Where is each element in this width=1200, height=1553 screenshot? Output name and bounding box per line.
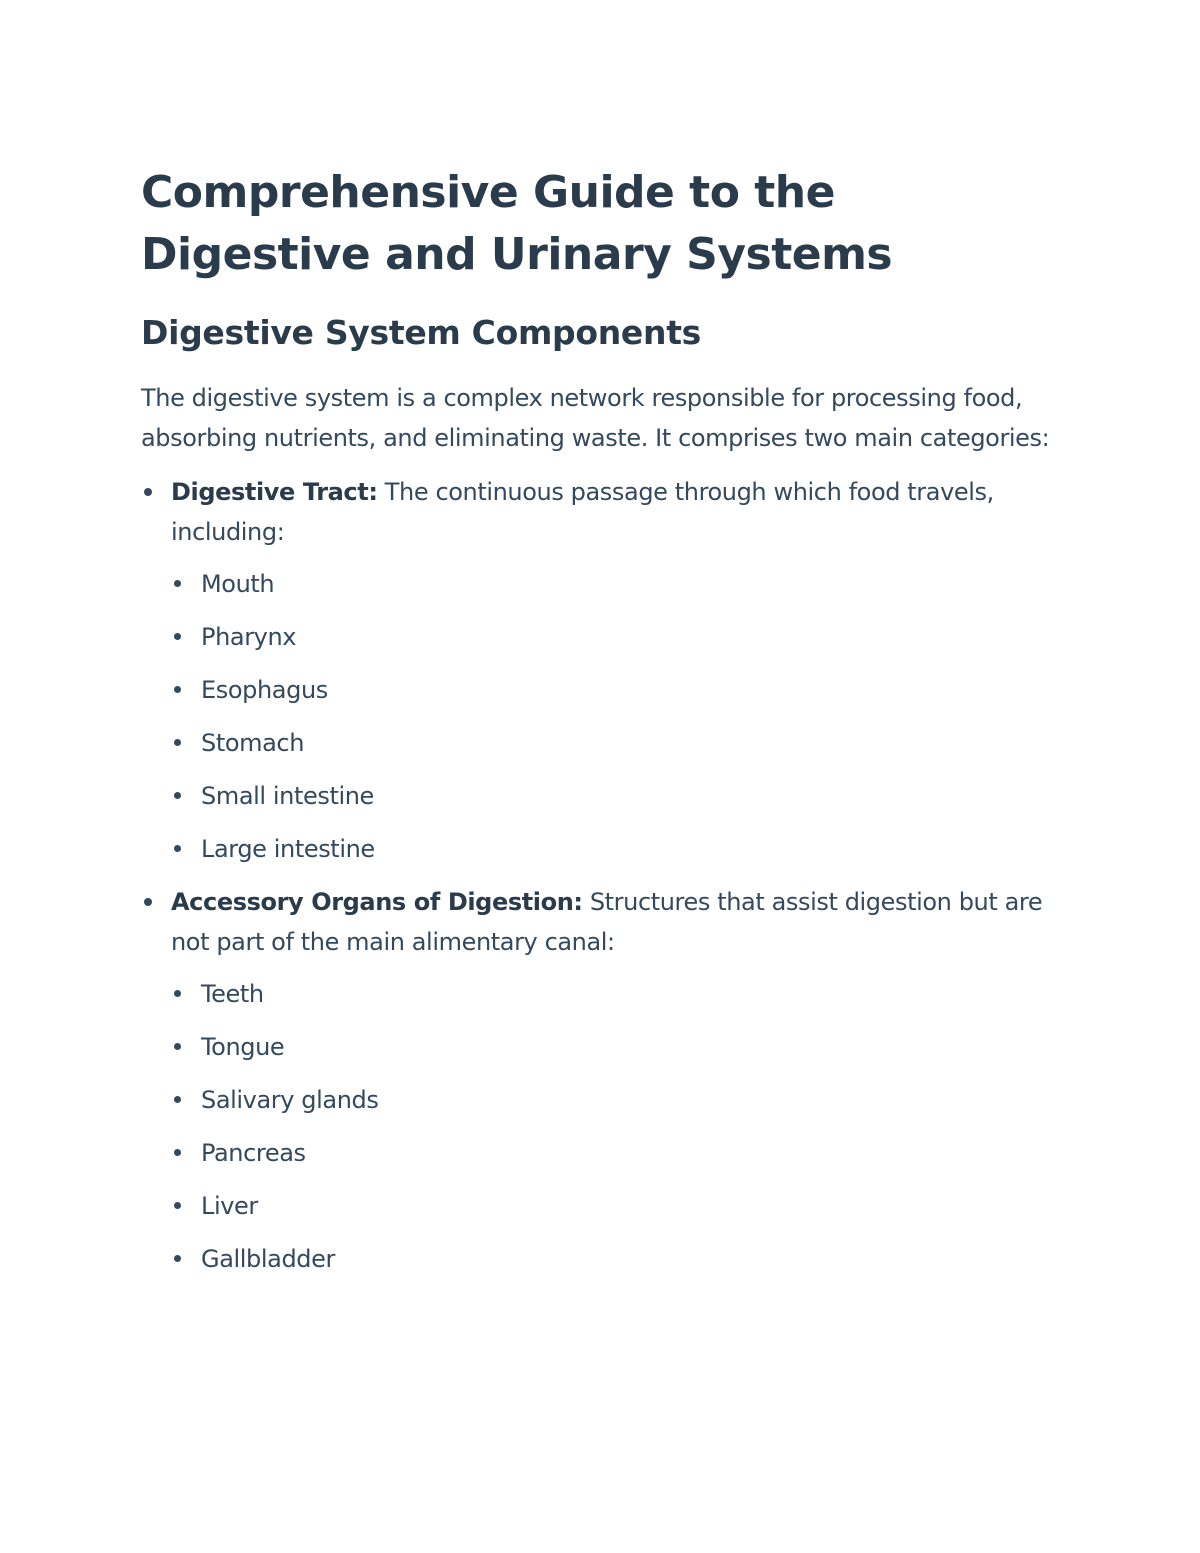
- list-item: Large intestine: [171, 829, 1071, 869]
- list-item: Stomach: [171, 723, 1071, 763]
- list-item: Esophagus: [171, 670, 1071, 710]
- list-item: Gallbladder: [171, 1239, 1071, 1279]
- list-item: Teeth: [171, 974, 1071, 1014]
- intro-paragraph: The digestive system is a complex network responsible for processing food, absorbing nutrients, and eliminating waste. It comprises two main categories:: [141, 384, 1050, 452]
- accessory-organs-list: [171, 974, 1071, 1279]
- list-item: Pharynx: [171, 617, 1071, 657]
- category-term: Accessory Organs of Digestion:: [171, 888, 583, 916]
- list-item: Liver: [171, 1186, 1071, 1226]
- list-item: Small intestine: [171, 776, 1071, 816]
- list-item: Tongue: [171, 1027, 1071, 1067]
- section-heading: Digestive System Components: [141, 313, 702, 352]
- category-item-digestive-tract: [141, 472, 1071, 869]
- list-item: Pancreas: [171, 1133, 1071, 1173]
- digestive-tract-list: [171, 564, 1071, 869]
- category-description: The continuous passage through which food travels, including:: [171, 478, 994, 546]
- category-item-accessory-organs: [141, 882, 1071, 1279]
- document-page: [141, 162, 1071, 1292]
- category-description: Structures that assist digestion but are not part of the main alimentary canal:: [171, 888, 1043, 956]
- category-term: Digestive Tract:: [171, 478, 378, 506]
- document-title: Comprehensive Guide to the Digestive and Urinary Systems: [141, 167, 893, 280]
- list-item: Salivary glands: [171, 1080, 1071, 1120]
- list-item: Mouth: [171, 564, 1071, 604]
- category-list: [141, 472, 1071, 1279]
